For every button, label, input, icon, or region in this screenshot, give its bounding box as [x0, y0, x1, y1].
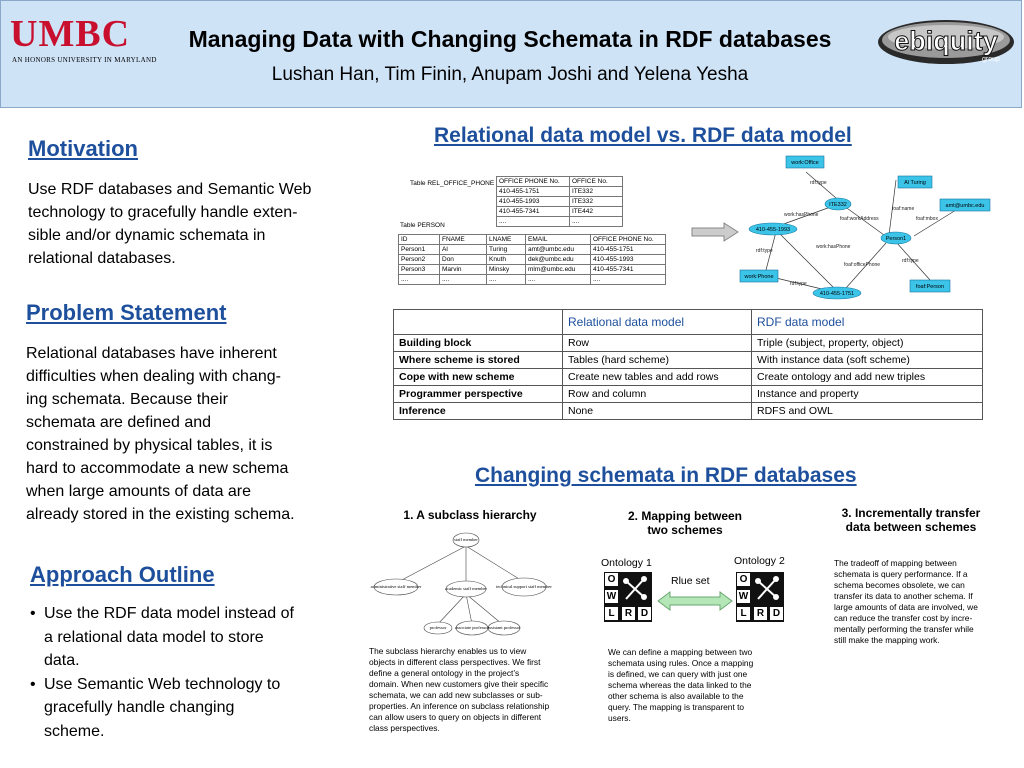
- svg-text:rdf:type: rdf:type: [756, 248, 773, 254]
- transfer-title: 3. Incrementally transfer data between schemes: [841, 506, 981, 534]
- text-line: Relational databases have inherent: [26, 345, 277, 362]
- double-arrow: [656, 590, 734, 612]
- person-table: ID FNAME LNAME EMAIL OFFICE PHONE No. Person1 Al Turing amt@umbc.edu 410-455-1751 Person2 Don Knuth dek@umbc.edu 410-455-1993 Person3 Marvin Minsky mlm@umbc.edu 410-455-7341 .... .... .... .... ....: [398, 234, 666, 285]
- svg-text:work:hasPhone: work:hasPhone: [816, 244, 851, 250]
- header-banner: [0, 0, 1022, 108]
- umbc-logo: UMBC: [10, 13, 131, 55]
- office-table-label: Table REL_OFFICE_PHONE: [410, 180, 495, 187]
- poster-authors: Lushan Han, Tim Finin, Anupam Joshi and Yelena Yesha: [271, 64, 749, 85]
- umbc-logo-subtitle: AN HONORS UNIVERSITY IN MARYLAND: [12, 56, 157, 64]
- subclass-title: 1. A subclass hierarchy: [403, 508, 537, 522]
- svg-text:work:Office: work:Office: [791, 160, 819, 166]
- text-line: constrained by physical tables, it is: [26, 437, 273, 454]
- svg-text:rdf:type: rdf:type: [902, 258, 919, 264]
- motivation-heading: Motivation: [28, 136, 138, 161]
- svg-text:rdf:type: rdf:type: [810, 180, 827, 186]
- svg-text:professor: professor: [429, 625, 447, 630]
- table-row: Programmer perspective Row and column Instance and property: [394, 386, 983, 403]
- svg-text:staff member: staff member: [454, 537, 478, 542]
- svg-text:assistant professor: assistant professor: [487, 625, 521, 630]
- rdf-graph: [736, 150, 996, 305]
- text-line: sible and/or dynamic schemata in: [28, 227, 266, 244]
- approach-list: [28, 602, 358, 743]
- table-row: Cope with new scheme Create new tables and add rows Create ontology and add new triples: [394, 369, 983, 386]
- svg-text:work:Phone: work:Phone: [744, 274, 774, 280]
- list-item: • Use the RDF data model instead of a relational data model to store data.: [28, 602, 358, 673]
- svg-text:410-455-1751: 410-455-1751: [819, 291, 855, 297]
- text-line: hard to accommodate a new schema: [26, 460, 289, 477]
- office-phone-table: OFFICE PHONE No. OFFICE No. 410-455-1751 ITE332 410-455-1993 ITE332 410-455-7341 ITE442 .... ....: [496, 176, 623, 227]
- svg-text:technical support staff member: technical support staff member: [496, 584, 552, 589]
- svg-text:rdf:type: rdf:type: [790, 281, 807, 287]
- list-item: • Use Semantic Web technology to gracefully handle changing scheme.: [28, 673, 358, 744]
- approach-heading: Approach Outline: [30, 562, 215, 587]
- changing-heading: Changing schemata in RDF databases: [475, 464, 857, 487]
- svg-text:amt@umbc.edu: amt@umbc.edu: [945, 203, 985, 209]
- problem-text: [26, 342, 371, 526]
- svg-text:ITE332: ITE332: [829, 202, 847, 208]
- svg-text:foaf:workAddress: foaf:workAddress: [840, 216, 879, 222]
- svg-text:foaf:officePhone: foaf:officePhone: [844, 262, 881, 268]
- text-line: technology to gracefully handle exten-: [28, 204, 298, 221]
- owl-rdf-logo: O W L R D: [736, 572, 784, 622]
- ebiquity-logo-text: ebiquity: [894, 26, 998, 56]
- transform-arrow: [690, 222, 740, 242]
- text-line: relational databases.: [28, 250, 176, 267]
- rdf-graph-glyph: [752, 573, 783, 605]
- table-row: Where scheme is stored Tables (hard scheme) With instance data (soft scheme): [394, 352, 983, 369]
- text-line: ing schemata. Because their: [26, 391, 228, 408]
- transfer-text: The tradeoff of mapping between schemata is query performance. If a schema becomes obsolete, we can transfer its data to another schema. If large amounts of data are involved, we can reduce the transfer cost by incre- mentally performing the transfer while still make the mapping work.: [834, 558, 978, 645]
- svg-text:group: group: [982, 56, 1000, 63]
- table-row: Building block Row Triple (subject, property, object): [394, 335, 983, 352]
- rdf-graph-glyph: [620, 573, 651, 605]
- text-line: Use RDF databases and Semantic Web: [28, 181, 312, 198]
- person-table-label: Table PERSON: [400, 222, 445, 229]
- text-line: difficulties when dealing with chang-: [26, 368, 281, 385]
- poster-title: Managing Data with Changing Schemata in RDF databases: [188, 26, 832, 52]
- text-line: already stored in the existing schema.: [26, 506, 295, 523]
- svg-text:Person1: Person1: [885, 236, 907, 242]
- problem-heading: Problem Statement: [26, 300, 227, 325]
- text-line: schemata are defined and: [26, 414, 212, 431]
- ontology1-label: Ontology 1: [601, 557, 652, 569]
- motivation-text: [28, 178, 373, 270]
- table-row: Inference None RDFS and OWL: [394, 403, 983, 420]
- svg-text:foaf:Person: foaf:Person: [915, 284, 945, 290]
- ontology2-label: Ontology 2: [734, 555, 785, 567]
- svg-text:associate professor: associate professor: [454, 625, 490, 630]
- mapping-title: 2. Mapping between two schemes: [627, 509, 742, 537]
- svg-text:academic staff member: academic staff member: [445, 586, 487, 591]
- text-line: when large amounts of data are: [26, 483, 252, 500]
- comparison-heading: Relational data model vs. RDF data model: [434, 124, 852, 147]
- owl-rdf-logo: O W L R D: [604, 572, 652, 622]
- svg-text:foaf:mbox: foaf:mbox: [916, 216, 938, 222]
- svg-text:work:hasPhone: work:hasPhone: [784, 212, 819, 218]
- subclass-text: The subclass hierarchy enables us to view objects in different class perspectives. We first define a general ontology in the project’s domain. When new customers give their specific schemata, we can add new subclasses or sub- properties. An inference on subclass relationship can allow users to query on objects in different class perspectives.: [369, 646, 550, 733]
- subclass-tree: [368, 530, 558, 640]
- comparison-table: Relational data model RDF data model Building block Row Triple (subject, property, object) Where scheme is stored Tables (hard scheme) With instance data (soft scheme) Cope with new scheme Create new tables and add rows Create ontology and add new triples Programmer perspective Row and column Instance and property Inference None RDFS and OWL: [393, 309, 983, 420]
- ebiquity-logo: [876, 18, 1016, 68]
- svg-text:administrative staff member: administrative staff member: [370, 584, 422, 589]
- mapping-text: We can define a mapping between two schemata using rules. Once a mapping is defined, we can query with just one schema whereas the data linked to the other schema is also available to the query. The mapping is transparent to users.: [608, 647, 754, 723]
- svg-text:Al Turing: Al Turing: [904, 180, 926, 186]
- rule-set-label: Rlue set: [671, 575, 710, 587]
- svg-text:410-455-1993: 410-455-1993: [755, 227, 791, 233]
- svg-text:foaf:name: foaf:name: [892, 206, 915, 212]
